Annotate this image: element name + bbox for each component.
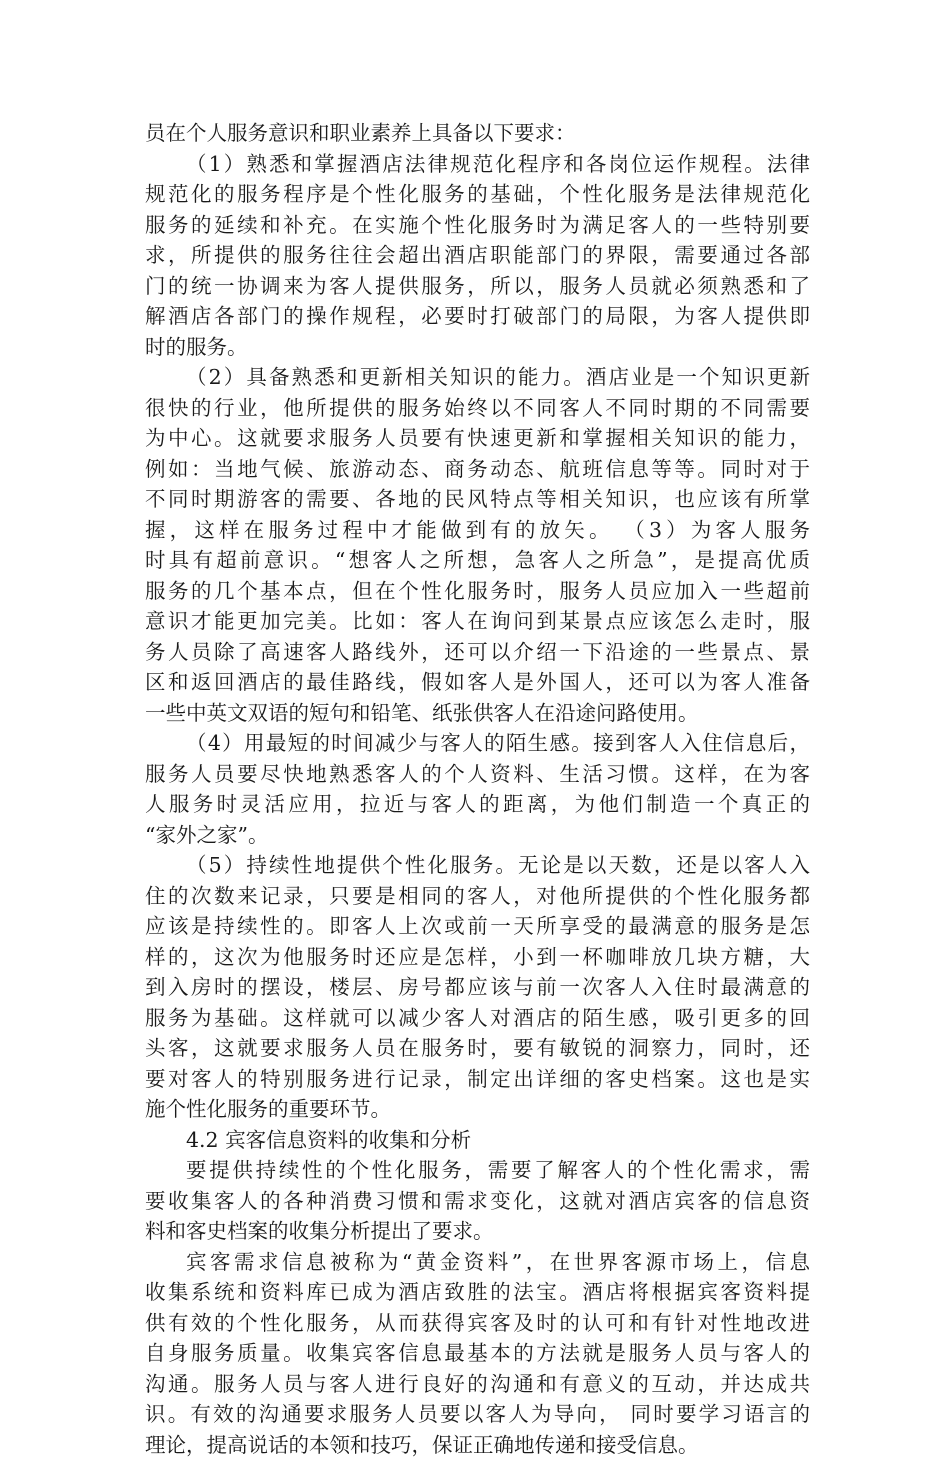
text-line: 务人员除了高速客人路线外，还可以介绍一下沿途的一些景点、景 (145, 637, 810, 668)
text-line: 服务的几个基本点，但在个性化服务时，服务人员应加入一些超前 (145, 576, 810, 607)
text-line: 料和客史档案的收集分析提出了要求。 (145, 1216, 810, 1247)
text-line: 样的，这次为他服务时还应是怎样，小到一杯咖啡放几块方糖，大 (145, 942, 810, 973)
text-line: 时具有超前意识。“想客人之所想，急客人之所急”，是提高优质 (145, 545, 810, 576)
text-line: 4.2 宾客信息资料的收集和分析 (145, 1125, 810, 1156)
text-line: 要对客人的特别服务进行记录，制定出详细的客史档案。这也是实 (145, 1064, 810, 1095)
text-line: （1）熟悉和掌握酒店法律规范化程序和各岗位运作规程。法律 (145, 149, 810, 180)
text-line: 时的服务。 (145, 332, 810, 363)
text-line: 求，所提供的服务往往会超出酒店职能部门的界限，需要通过各部 (145, 240, 810, 271)
text-line: 解酒店各部门的操作规程，必要时打破部门的局限，为客人提供即 (145, 301, 810, 332)
text-line: 宾客需求信息被称为“黄金资料”，在世界客源市场上，信息 (145, 1247, 810, 1278)
text-line: 区和返回酒店的最佳路线，假如客人是外国人，还可以为客人准备 (145, 667, 810, 698)
text-line: 例如：当地气候、旅游动态、商务动态、航班信息等等。同时对于 (145, 454, 810, 485)
text-line: 服务人员要尽快地熟悉客人的个人资料、生活习惯。这样，在为客 (145, 759, 810, 790)
document-body (145, 118, 810, 1460)
text-line: （2）具备熟悉和更新相关知识的能力。酒店业是一个知识更新 (145, 362, 810, 393)
text-line: 理论，提高说话的本领和技巧，保证正确地传递和接受信息。 (145, 1430, 810, 1460)
text-line: 员在个人服务意识和职业素养上具备以下要求： (145, 118, 810, 149)
text-line: 不同时期游客的需要、各地的民风特点等相关知识，也应该有所掌 (145, 484, 810, 515)
text-line: 很快的行业，他所提供的服务始终以不同客人不同时期的不同需要 (145, 393, 810, 424)
text-line: 到入房时的摆设，楼层、房号都应该与前一次客人入住时最满意的 (145, 972, 810, 1003)
text-line: 意识才能更加完美。比如：客人在询问到某景点应该怎么走时，服 (145, 606, 810, 637)
text-line: “家外之家”。 (145, 820, 810, 851)
text-line: 一些中英文双语的短句和铅笔、纸张供客人在沿途问路使用。 (145, 698, 810, 729)
text-line: 头客，这就要求服务人员在服务时，要有敏锐的洞察力，同时，还 (145, 1033, 810, 1064)
text-line: 住的次数来记录，只要是相同的客人，对他所提供的个性化服务都 (145, 881, 810, 912)
text-line: 沟通。服务人员与客人进行良好的沟通和有意义的互动，并达成共 (145, 1369, 810, 1400)
text-line: 应该是持续性的。即客人上次或前一天所享受的最满意的服务是怎 (145, 911, 810, 942)
text-line: 为中心。这就要求服务人员要有快速更新和掌握相关知识的能力， (145, 423, 810, 454)
text-line: 要提供持续性的个性化服务，需要了解客人的个性化需求，需 (145, 1155, 810, 1186)
text-line: （5）持续性地提供个性化服务。无论是以天数，还是以客人入 (145, 850, 810, 881)
text-line: 服务为基础。这样就可以减少客人对酒店的陌生感，吸引更多的回 (145, 1003, 810, 1034)
text-line: 人服务时灵活应用，拉近与客人的距离，为他们制造一个真正的 (145, 789, 810, 820)
text-line: 自身服务质量。收集宾客信息最基本的方法就是服务人员与客人的 (145, 1338, 810, 1369)
text-line: 服务的延续和补充。在实施个性化服务时为满足客人的一些特别要 (145, 210, 810, 241)
text-line: 门的统一协调来为客人提供服务，所以，服务人员就必须熟悉和了 (145, 271, 810, 302)
text-line: 施个性化服务的重要环节。 (145, 1094, 810, 1125)
text-line: 要收集客人的各种消费习惯和需求变化，这就对酒店宾客的信息资 (145, 1186, 810, 1217)
text-line: 收集系统和资料库已成为酒店致胜的法宝。酒店将根据宾客资料提 (145, 1277, 810, 1308)
text-line: 握，这样在服务过程中才能做到有的放矢。 （3）为客人服务 (145, 515, 810, 546)
text-line: 规范化的服务程序是个性化服务的基础，个性化服务是法律规范化 (145, 179, 810, 210)
text-line: 识。有效的沟通要求服务人员要以客人为导向， 同时要学习语言的 (145, 1399, 810, 1430)
text-line: 供有效的个性化服务，从而获得宾客及时的认可和有针对性地改进 (145, 1308, 810, 1339)
text-line: （4）用最短的时间减少与客人的陌生感。接到客人入住信息后， (145, 728, 810, 759)
